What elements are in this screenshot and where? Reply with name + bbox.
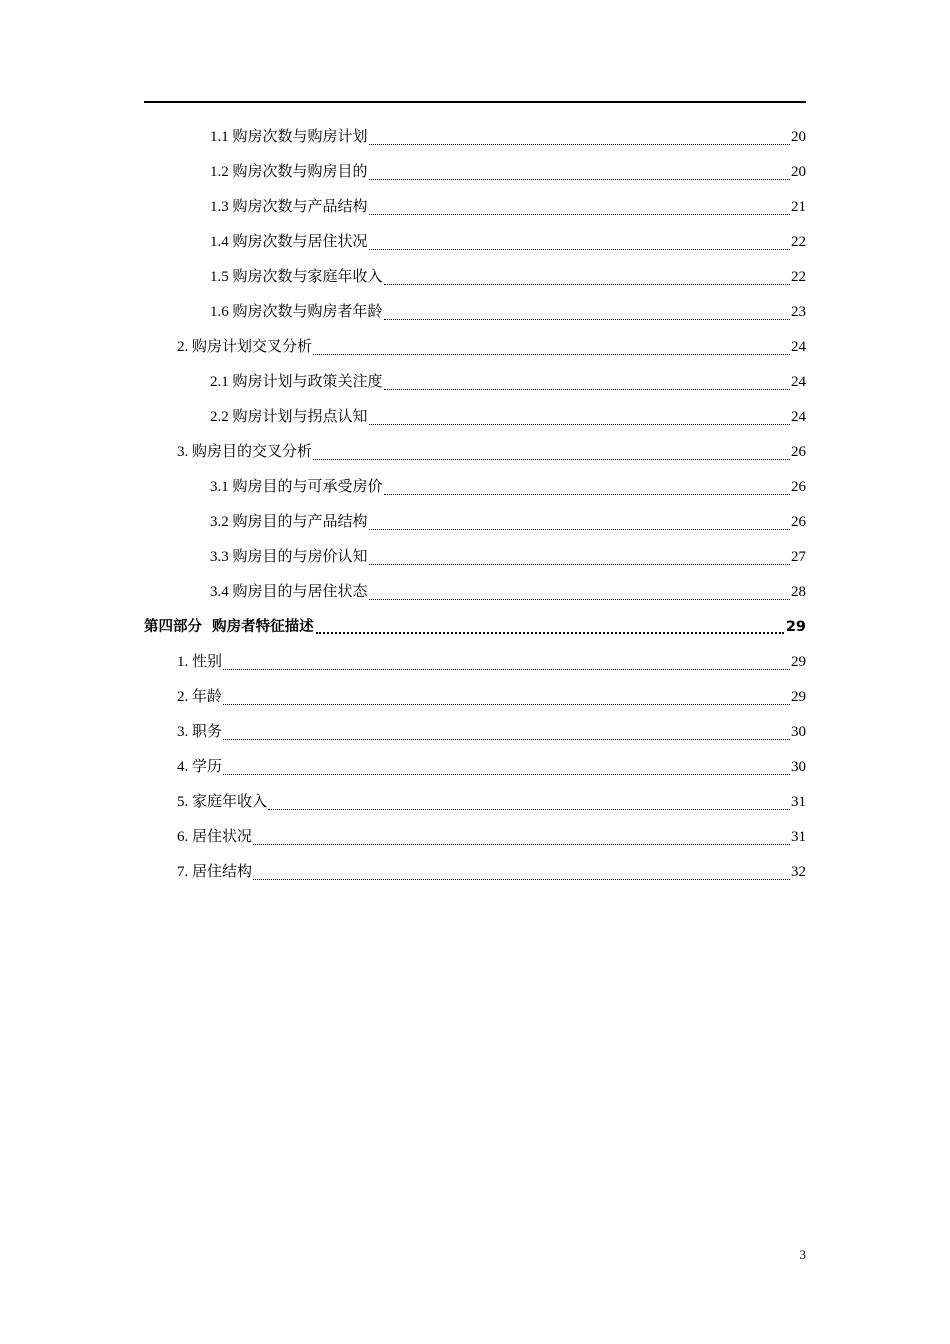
dot-leader	[369, 143, 790, 145]
toc-entry-title: 2.2 购房计划与拐点认知	[210, 409, 368, 425]
toc-entry-4-3[interactable]	[144, 715, 806, 750]
dot-leader	[253, 878, 790, 880]
toc-entry-page: 24	[791, 339, 806, 355]
toc-entry-3-3[interactable]	[144, 540, 806, 575]
dot-leader	[313, 458, 790, 460]
toc-entry-1-3[interactable]	[144, 190, 806, 225]
toc-entry-2-2[interactable]	[144, 400, 806, 435]
toc-entry-title: 2. 购房计划交叉分析	[177, 339, 313, 355]
dot-leader	[223, 773, 790, 775]
header-rule	[144, 101, 806, 103]
toc-entry-1-5[interactable]	[144, 260, 806, 295]
toc-entry-page: 31	[791, 829, 806, 845]
toc-entry-title: 1. 性别	[177, 654, 223, 670]
toc-entry-4-1[interactable]	[144, 645, 806, 680]
toc-entry-title: 4. 学历	[177, 759, 223, 775]
toc-entry-title: 1.5 购房次数与家庭年收入	[210, 269, 383, 285]
toc-entry-page: 24	[791, 409, 806, 425]
toc-entry-page: 30	[791, 759, 806, 775]
dot-leader	[369, 248, 790, 250]
toc-entry-title: 1.3 购房次数与产品结构	[210, 199, 368, 215]
toc-entry-4-4[interactable]	[144, 750, 806, 785]
page-number: 3	[799, 1247, 806, 1262]
toc-entry-title: 7. 居住结构	[177, 864, 253, 880]
toc-entry-title: 3.3 购房目的与房价认知	[210, 549, 368, 565]
dot-leader	[223, 668, 790, 670]
dot-leader	[384, 493, 790, 495]
toc-entry-page: 32	[791, 864, 806, 880]
toc-entry-title: 3.4 购房目的与居住状态	[210, 584, 368, 600]
toc-entry-page: 29	[791, 654, 806, 670]
dot-leader	[316, 631, 784, 634]
toc-entry-page: 24	[791, 374, 806, 390]
table-of-contents	[144, 120, 806, 890]
toc-entry-4-5[interactable]	[144, 785, 806, 820]
toc-entry-3-2[interactable]	[144, 505, 806, 540]
toc-entry-page: 23	[791, 304, 806, 320]
dot-leader	[369, 598, 790, 600]
toc-entry-3-1[interactable]	[144, 470, 806, 505]
toc-entry-title: 1.4 购房次数与居住状况	[210, 234, 368, 250]
toc-entry-2[interactable]	[144, 330, 806, 365]
dot-leader	[369, 423, 790, 425]
toc-entry-page: 28	[791, 584, 806, 600]
toc-entry-page: 29	[791, 689, 806, 705]
toc-entry-title: 3. 职务	[177, 724, 223, 740]
toc-entry-page: 22	[791, 269, 806, 285]
dot-leader	[369, 563, 790, 565]
toc-entry-title: 第四部分 购房者特征描述	[144, 619, 314, 635]
dot-leader	[313, 353, 790, 355]
toc-entry-part-4[interactable]	[144, 610, 806, 645]
toc-entry-title: 3.1 购房目的与可承受房价	[210, 479, 383, 495]
dot-leader	[384, 283, 790, 285]
dot-leader	[253, 843, 790, 845]
toc-entry-page: 30	[791, 724, 806, 740]
dot-leader	[223, 703, 790, 705]
toc-entry-title: 1.6 购房次数与购房者年龄	[210, 304, 383, 320]
dot-leader	[268, 808, 790, 810]
toc-entry-page: 26	[791, 514, 806, 530]
toc-entry-title: 3.2 购房目的与产品结构	[210, 514, 368, 530]
toc-entry-4-6[interactable]	[144, 820, 806, 855]
toc-entry-2-1[interactable]	[144, 365, 806, 400]
dot-leader	[369, 528, 790, 530]
toc-entry-page: 22	[791, 234, 806, 250]
toc-entry-page: 27	[791, 549, 806, 565]
toc-entry-title: 6. 居住状况	[177, 829, 253, 845]
dot-leader	[369, 213, 790, 215]
toc-entry-page: 29	[785, 619, 806, 635]
toc-entry-1-1[interactable]	[144, 120, 806, 155]
toc-entry-page: 26	[791, 444, 806, 460]
dot-leader	[369, 178, 790, 180]
toc-entry-page: 26	[791, 479, 806, 495]
toc-entry-page: 31	[791, 794, 806, 810]
toc-entry-page: 20	[791, 164, 806, 180]
toc-entry-4-2[interactable]	[144, 680, 806, 715]
toc-entry-title: 5. 家庭年收入	[177, 794, 268, 810]
toc-entry-title: 1.2 购房次数与购房目的	[210, 164, 368, 180]
toc-entry-title: 1.1 购房次数与购房计划	[210, 129, 368, 145]
toc-entry-1-2[interactable]	[144, 155, 806, 190]
toc-entry-4-7[interactable]	[144, 855, 806, 890]
dot-leader	[384, 318, 790, 320]
toc-entry-title: 3. 购房目的交叉分析	[177, 444, 313, 460]
toc-entry-title: 2. 年龄	[177, 689, 223, 705]
dot-leader	[223, 738, 790, 740]
toc-entry-page: 21	[791, 199, 806, 215]
toc-entry-page: 20	[791, 129, 806, 145]
dot-leader	[384, 388, 790, 390]
toc-entry-3[interactable]	[144, 435, 806, 470]
toc-entry-title: 2.1 购房计划与政策关注度	[210, 374, 383, 390]
toc-entry-1-4[interactable]	[144, 225, 806, 260]
toc-entry-3-4[interactable]	[144, 575, 806, 610]
toc-entry-1-6[interactable]	[144, 295, 806, 330]
